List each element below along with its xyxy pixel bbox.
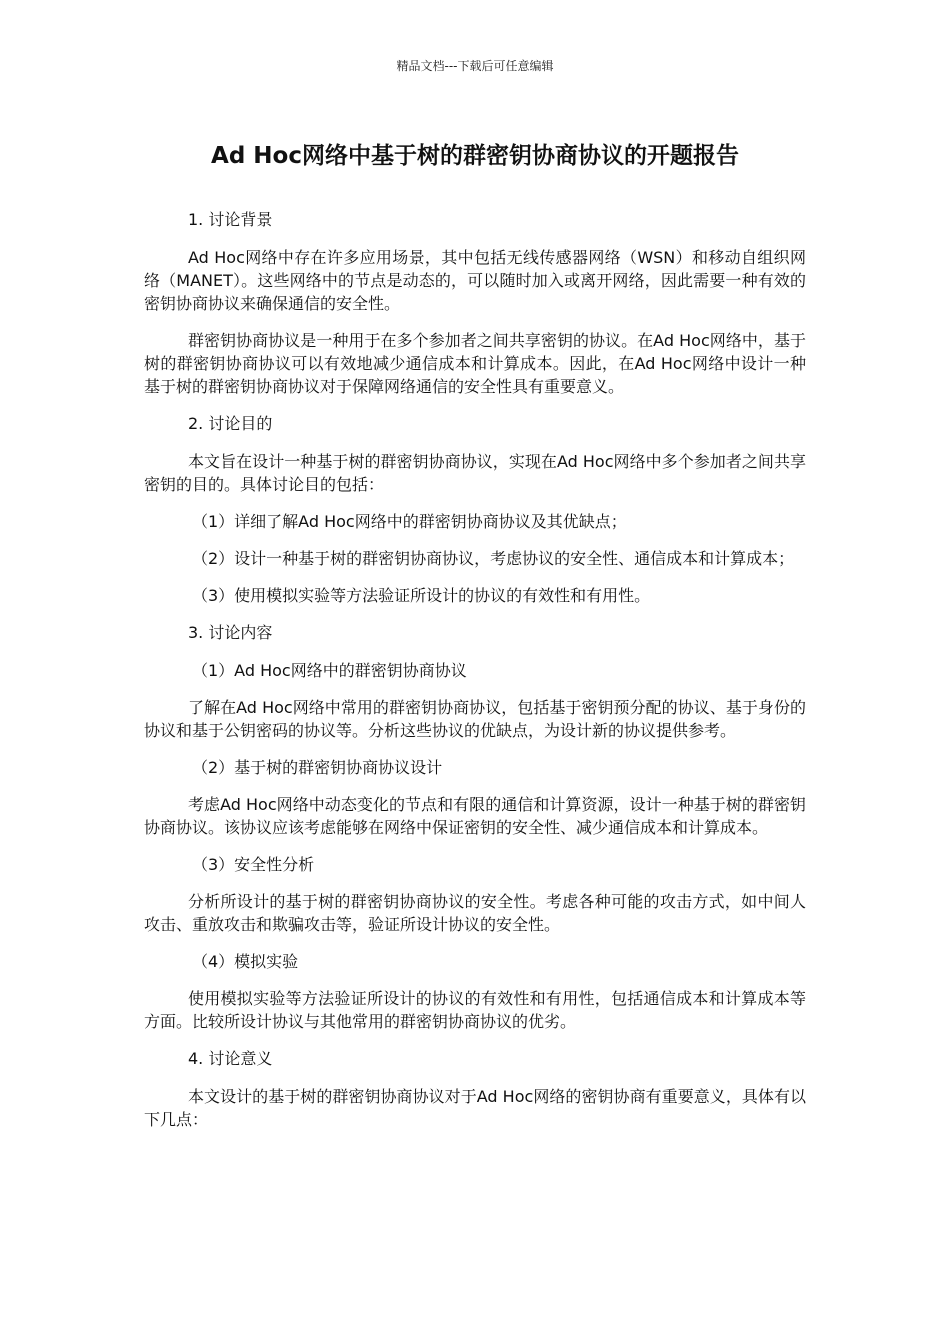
- page-header: 精品文档---下载后可任意编辑: [396, 59, 554, 73]
- section-1-paragraph-1: Ad Hoc网络中存在许多应用场景，其中包括无线传感器网络（WSN）和移动自组织网络（MANET）。这些网络中的节点是动态的，可以随时加入或离开网络，因此需要一种有效的密钥协商协议来确保通信的安全性。: [144, 248, 806, 313]
- section-3-heading: 3. 讨论内容: [188, 623, 273, 642]
- section-3-sub-1-heading: （1）Ad Hoc网络中的群密钥协商协议: [192, 661, 467, 680]
- section-3-sub-1-text: 了解在Ad Hoc网络中常用的群密钥协商协议，包括基于密钥预分配的协议、基于身份的协议和基于公钥密码的协议等。分析这些协议的优缺点，为设计新的协议提供参考。: [144, 698, 806, 740]
- section-2-item-1: （1）详细了解Ad Hoc网络中的群密钥协商协议及其优缺点；: [192, 512, 627, 531]
- section-2-item-2: （2）设计一种基于树的群密钥协商协议，考虑协议的安全性、通信成本和计算成本；: [192, 549, 795, 568]
- section-1-heading: 1. 讨论背景: [188, 210, 273, 229]
- section-3-sub-3-text: 分析所设计的基于树的群密钥协商协议的安全性。考虑各种可能的攻击方式，如中间人攻击、重放攻击和欺骗攻击等，验证所设计协议的安全性。: [144, 892, 806, 934]
- section-3-sub-4-heading: （4）模拟实验: [192, 952, 299, 971]
- section-2-item-3: （3）使用模拟实验等方法验证所设计的协议的有效性和有用性。: [192, 586, 651, 605]
- section-1-paragraph-2: 群密钥协商协议是一种用于在多个参加者之间共享密钥的协议。在Ad Hoc网络中，基于树的群密钥协商协议可以有效地减少通信成本和计算成本。因此，在Ad Hoc网络中设计一种基于树的群密钥协商协议对于保障网络通信的安全性具有重要意义。: [144, 331, 806, 396]
- section-3-sub-2-heading: （2）基于树的群密钥协商协议设计: [192, 758, 443, 777]
- section-3-sub-2-text: 考虑Ad Hoc网络中动态变化的节点和有限的通信和计算资源，设计一种基于树的群密钥协商协议。该协议应该考虑能够在网络中保证密钥的安全性、减少通信成本和计算成本。: [144, 795, 806, 837]
- section-4-paragraph-1: 本文设计的基于树的群密钥协商协议对于Ad Hoc网络的密钥协商有重要意义，具体有以下几点：: [144, 1087, 806, 1129]
- section-2-heading: 2. 讨论目的: [188, 414, 273, 433]
- document-title: Ad Hoc网络中基于树的群密钥协商协议的开题报告: [211, 143, 739, 169]
- section-4-heading: 4. 讨论意义: [188, 1049, 273, 1068]
- section-3-sub-4-text: 使用模拟实验等方法验证所设计的协议的有效性和有用性，包括通信成本和计算成本等方面。比较所设计协议与其他常用的群密钥协商协议的优劣。: [144, 989, 806, 1031]
- document-body: [144, 208, 806, 1145]
- section-2-paragraph-1: 本文旨在设计一种基于树的群密钥协商协议，实现在Ad Hoc网络中多个参加者之间共享密钥的目的。具体讨论目的包括：: [144, 452, 806, 494]
- section-3-sub-3-heading: （3）安全性分析: [192, 855, 315, 874]
